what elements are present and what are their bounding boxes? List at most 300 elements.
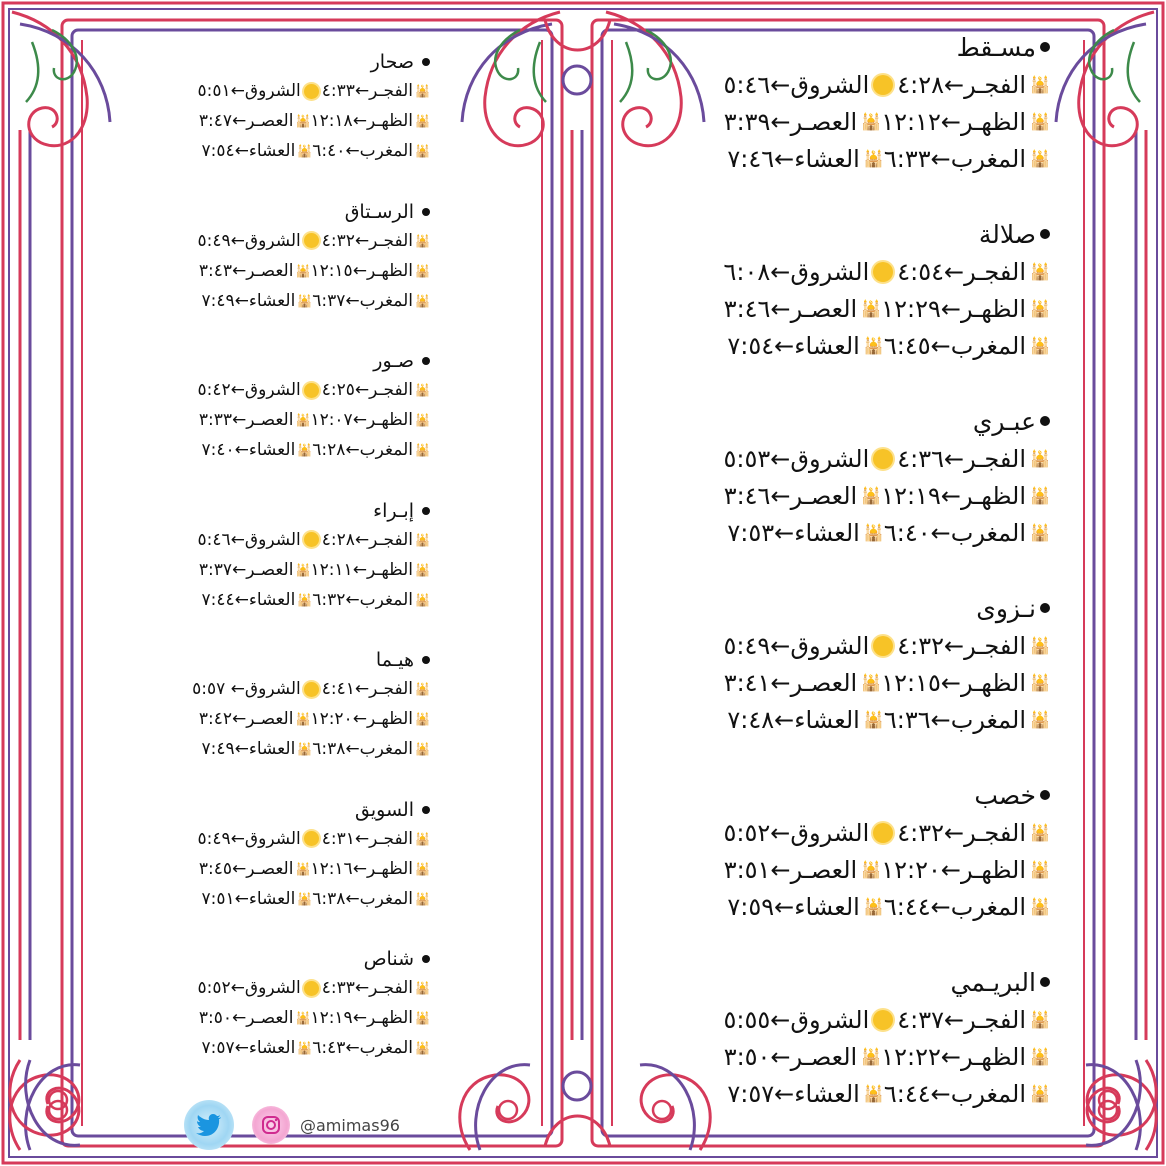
prayer-time: ←٣:٤١ [723,668,791,697]
prayer-name: العشاء [248,1038,296,1058]
prayer-name: الظهـر [960,1042,1026,1071]
city-heading [100,796,430,824]
city-name: إبـراء [373,499,414,522]
bullet-icon [422,656,430,664]
prayer-name: العصـر [246,111,294,131]
social-footer [184,1100,400,1150]
social-handle[interactable]: @amimas96 [300,1115,400,1135]
sun-icon [304,383,319,398]
prayer-time-line [600,103,1050,140]
instagram-icon[interactable] [252,1106,290,1144]
bullet-icon [1040,416,1050,426]
prayer-time: ←٦:٣٧ [312,290,360,311]
prayer-time-line [100,76,430,106]
city-heading [600,28,1050,66]
prayer-time: ←١٢:١٢ [881,107,961,136]
city-block [100,48,430,198]
prayer-time: ←٤:٣٣ [321,81,370,101]
left-column [100,48,430,1095]
prayer-time: ←٦:٣٣ [883,144,951,173]
prayer-time: ←١٢:١٥ [881,668,961,697]
city-heading [600,589,1050,627]
prayer-name: الفجـر [964,257,1026,286]
prayer-name: العصـر [246,260,294,281]
mosque-icon: 🕌 [863,710,884,729]
mosque-icon: 🕌 [297,1041,313,1055]
sun-icon [873,1010,893,1030]
mosque-icon: 🕌 [415,1011,430,1025]
prayer-name: الشروق [790,1005,870,1034]
prayer-time: ←٧:٤٨ [727,705,795,734]
prayer-time: ←٧:٥٣ [727,518,795,547]
prayer-time: ←٥:٥٣ [723,444,791,473]
mosque-icon: 🕌 [415,383,430,397]
prayer-time-line [100,734,430,764]
sun-icon [304,532,319,547]
prayer-time: ←٧:٥٧ [727,1079,795,1108]
prayer-time: ←٤:٣٦ [897,444,965,473]
prayer-name: العشاء [794,518,860,547]
prayer-name: الفجـر [369,380,413,400]
prayer-time: ←١٢:٢٠ [310,709,367,729]
prayer-time: ←٣:٤٧ [198,111,247,131]
prayer-time: ←٦:٤٠ [312,141,360,161]
prayer-name: الظهـر [960,107,1026,136]
mosque-icon: 🕌 [863,149,884,168]
prayer-time: ← ٥:٥٧ [192,679,245,699]
mosque-icon: 🕌 [1030,823,1050,842]
mosque-icon: 🕌 [415,891,430,906]
mosque-icon: 🕌 [1030,523,1050,542]
bullet-icon [1040,977,1050,987]
prayer-time: ←٣:٣٩ [723,107,791,136]
prayer-time: ←٦:٣٨ [312,888,360,909]
prayer-name: الظهـر [366,709,413,729]
prayer-name: الشروق [790,818,870,847]
prayer-time: ←٧:٥١ [201,888,249,909]
mosque-icon: 🕌 [297,293,313,308]
mosque-icon: 🕌 [415,84,430,98]
prayer-name: المغرب [950,518,1026,547]
mosque-icon: 🕌 [1030,112,1050,131]
mosque-icon: 🕌 [863,1084,884,1103]
prayer-name: المغرب [359,290,413,311]
city-name: مسـقط [956,32,1036,62]
mosque-icon: 🕌 [1030,262,1050,281]
mosque-icon: 🕌 [415,831,430,846]
mosque-icon: 🕌 [297,592,313,607]
prayer-time: ←١٢:١٥ [310,260,367,281]
mosque-icon: 🕌 [295,1011,311,1025]
prayer-name: الفجـر [964,1005,1026,1034]
prayer-time: ←٦:٤٣ [312,1038,360,1058]
sun-icon [304,84,319,99]
prayer-time: ←٦:٣٦ [883,705,951,734]
sun-icon [873,75,893,95]
prayer-name: الفجـر [964,70,1026,99]
prayer-name: الظهـر [366,260,413,281]
mosque-icon: 🕌 [415,413,430,427]
mosque-icon: 🕌 [415,532,430,547]
prayer-name: العصـر [790,668,858,697]
prayer-time: ←١٢:١٩ [881,481,961,510]
prayer-time: ←٤:٣٢ [897,631,965,660]
prayer-time-line [600,814,1050,851]
prayer-time: ←٤:٢٨ [897,70,965,99]
prayer-time: ←٥:٤٩ [723,631,791,660]
prayer-name: الظهـر [960,855,1026,884]
mosque-icon: 🕌 [1030,673,1050,692]
prayer-name: الشروق [790,257,870,286]
prayer-time: ←٦:٣٢ [312,589,360,610]
prayer-name: المغرب [950,892,1026,921]
prayer-time-line [600,477,1050,514]
sun-icon [304,682,319,697]
prayer-time: ←٥:٥٥ [723,1005,791,1034]
prayer-name: الظهـر [960,481,1026,510]
prayer-time-line [100,674,430,704]
prayer-time-line [100,525,430,555]
prayer-name: الشروق [244,380,301,400]
prayer-name: الفجـر [369,978,413,998]
prayer-name: العشاء [794,705,860,734]
prayer-time: ←٥:٤٦ [197,529,245,550]
prayer-time: ←٧:٥٤ [727,331,795,360]
prayer-name: الفجـر [369,679,413,699]
bullet-icon [1040,229,1050,239]
mosque-icon: 🕌 [297,891,313,906]
prayer-time: ←٤:٣٢ [897,818,965,847]
prayer-time: ←١٢:٢٠ [881,855,961,884]
mosque-icon: 🕌 [863,523,884,542]
city-heading [100,198,430,226]
prayer-time: ←٣:٥٠ [198,1008,247,1028]
city-block [600,402,1050,589]
city-name: السويق [355,798,414,821]
prayer-time: ←٥:٥٢ [197,978,245,998]
prayer-time: ←٥:٤٩ [197,230,245,251]
city-name: صحار [370,51,414,73]
prayer-time: ←٧:٤٦ [727,144,795,173]
prayer-time: ←٦:٠٨ [723,257,791,286]
prayer-time: ←٤:٣٢ [321,230,370,251]
mosque-icon: 🕌 [1030,1010,1050,1029]
prayer-name: العصـر [790,855,858,884]
mosque-icon: 🕌 [415,742,430,756]
prayer-name: العصـر [246,1008,294,1028]
sun-icon [304,831,319,846]
city-heading [100,497,430,525]
mosque-icon: 🕌 [415,144,430,158]
prayer-time-line [600,514,1050,551]
prayer-name: المغرب [359,739,413,759]
twitter-icon[interactable] [184,1100,234,1150]
prayer-time-line [100,106,430,136]
mosque-icon: 🕌 [415,293,430,308]
sun-icon [304,233,319,248]
bullet-icon [422,806,430,814]
mosque-icon: 🕌 [415,443,430,457]
prayer-time-line [100,854,430,884]
prayer-name: العصـر [246,410,294,430]
prayer-time: ←١٢:١٩ [310,1008,367,1028]
prayer-name: الشروق [244,230,301,251]
city-heading [600,963,1050,1001]
prayer-name: العشاء [248,739,296,759]
prayer-time: ←١٢:١٦ [310,858,367,879]
prayer-time: ←٣:٤٦ [723,294,791,323]
mosque-icon: 🕌 [863,336,884,355]
mosque-icon: 🕌 [297,144,313,158]
city-block [600,215,1050,402]
prayer-time: ←٦:٣٨ [312,739,360,759]
mosque-icon: 🕌 [863,897,884,916]
prayer-time: ←٧:٥٧ [201,1038,249,1058]
prayer-time-line [100,824,430,854]
city-name: نـزوى [976,593,1036,623]
bullet-icon [422,955,430,963]
prayer-name: الشروق [244,81,301,101]
prayer-name: العشاء [794,892,860,921]
prayer-name: المغرب [950,705,1026,734]
prayer-name: الشروق [790,444,870,473]
mosque-icon: 🕌 [415,861,430,876]
mosque-icon: 🕌 [415,682,430,696]
prayer-time-line [100,1003,430,1033]
prayer-time-line [600,664,1050,701]
mosque-icon: 🕌 [1030,75,1050,94]
prayer-time-line [100,136,430,166]
mosque-icon: 🕌 [295,114,311,128]
prayer-time: ←٦:٤٥ [883,331,951,360]
prayer-name: الظهـر [366,410,413,430]
mosque-icon: 🕌 [295,263,311,278]
mosque-icon: 🕌 [415,233,430,248]
city-block [600,776,1050,963]
city-block [100,945,430,1095]
city-name: الرسـتاق [344,200,414,223]
mosque-icon: 🕌 [1030,1047,1050,1066]
prayer-name: العصـر [246,559,294,580]
city-name: خصب [974,780,1036,810]
city-block [100,646,430,796]
prayer-name: الشروق [244,679,301,699]
prayer-time-line [600,1001,1050,1038]
prayer-time-line [600,627,1050,664]
mosque-icon: 🕌 [861,673,882,692]
prayer-name: المغرب [359,1038,413,1058]
prayer-time: ←٣:٤٢ [198,709,247,729]
mosque-icon: 🕌 [1030,636,1050,655]
prayer-time: ←٦:٢٨ [312,440,360,460]
mosque-icon: 🕌 [297,443,313,457]
city-name: صلالة [978,219,1036,249]
prayer-time-line [600,1075,1050,1112]
bullet-icon [422,208,430,216]
city-block [600,28,1050,215]
bullet-icon [1040,790,1050,800]
mosque-icon: 🕌 [415,562,430,577]
prayer-time-line [100,555,430,585]
bullet-icon [422,357,430,365]
prayer-name: الظهـر [366,858,413,879]
prayer-name: الشروق [790,631,870,660]
prayer-time: ←١٢:٢٩ [881,294,961,323]
prayer-name: العصـر [790,294,858,323]
prayer-time: ←٥:٥٢ [723,818,791,847]
prayer-name: الفجـر [369,828,413,849]
prayer-time-line [600,851,1050,888]
prayer-time-line [100,1033,430,1063]
prayer-time: ←٦:٤٤ [883,892,951,921]
prayer-name: العصـر [790,107,858,136]
city-block [100,347,430,497]
mosque-icon: 🕌 [861,860,882,879]
prayer-name: المغرب [359,888,413,909]
prayer-time: ←٤:٣٣ [321,978,370,998]
mosque-icon: 🕌 [295,413,311,427]
prayer-time-line [100,585,430,615]
prayer-time: ←٤:٣٧ [897,1005,965,1034]
prayer-time: ←٤:٥٤ [897,257,965,286]
sun-icon [873,262,893,282]
sun-icon [873,823,893,843]
mosque-icon: 🕌 [1030,486,1050,505]
right-column [600,28,1050,1150]
mosque-icon: 🕌 [1030,897,1050,916]
city-block [600,589,1050,776]
prayer-name: الظهـر [366,559,413,580]
prayer-name: العشاء [248,290,296,311]
prayer-time-line [600,290,1050,327]
prayer-time: ←٣:٤٥ [198,858,247,879]
prayer-time: ←٣:٣٣ [198,410,247,430]
bullet-icon [422,58,430,66]
city-heading [100,646,430,674]
prayer-name: الظهـر [960,294,1026,323]
prayer-time: ←٤:٢٨ [321,529,370,550]
prayer-time-line [100,375,430,405]
mosque-icon: 🕌 [415,981,430,995]
sun-icon [873,449,893,469]
city-name: عبـري [972,406,1036,436]
prayer-time-line [100,226,430,256]
prayer-time: ←١٢:٠٧ [310,410,367,430]
mosque-icon: 🕌 [861,1047,882,1066]
prayer-name: العصـر [790,1042,858,1071]
prayer-time-line [600,701,1050,738]
city-block [100,198,430,348]
prayer-time: ←٥:٥١ [197,81,245,101]
city-heading [100,48,430,76]
mosque-icon: 🕌 [415,712,430,726]
mosque-icon: 🕌 [861,112,882,131]
prayer-time-line [600,440,1050,477]
prayer-name: العصـر [246,858,294,879]
prayer-time: ←٥:٤٩ [197,828,245,849]
bullet-icon [1040,42,1050,52]
prayer-name: الشروق [244,529,301,550]
prayer-time: ←٥:٤٦ [723,70,791,99]
prayer-name: المغرب [359,589,413,610]
prayer-time: ←١٢:٢٢ [881,1042,961,1071]
mosque-icon: 🕌 [1030,1084,1050,1103]
sun-icon [873,636,893,656]
mosque-icon: 🕌 [1030,860,1050,879]
prayer-time: ←٣:٤٣ [198,260,247,281]
mosque-icon: 🕌 [297,742,313,756]
prayer-time-line [600,327,1050,364]
mosque-icon: 🕌 [295,861,311,876]
mosque-icon: 🕌 [861,486,882,505]
prayer-time: ←٤:٢٥ [321,380,370,400]
mosque-icon: 🕌 [415,263,430,278]
mosque-icon: 🕌 [415,1041,430,1055]
prayer-time: ←٧:٥٤ [201,141,249,161]
prayer-name: العشاء [248,888,296,909]
city-heading [600,402,1050,440]
prayer-name: المغرب [950,144,1026,173]
prayer-name: الفجـر [964,818,1026,847]
prayer-name: العشاء [248,141,296,161]
mosque-icon: 🕌 [295,712,311,726]
prayer-name: المغرب [950,331,1026,360]
prayer-name: الشروق [244,978,301,998]
bullet-icon [1040,603,1050,613]
prayer-name: العصـر [246,709,294,729]
prayer-time-line [100,286,430,316]
prayer-name: الفجـر [964,631,1026,660]
city-name: هيـما [375,649,414,671]
city-block [600,963,1050,1150]
prayer-name: العشاء [248,589,296,610]
prayer-time: ←١٢:١٨ [310,111,367,131]
mosque-icon: 🕌 [415,592,430,607]
prayer-time-line [100,435,430,465]
mosque-icon: 🕌 [295,562,311,577]
prayer-time: ←٧:٤٩ [201,739,249,759]
mosque-icon: 🕌 [1030,449,1050,468]
mosque-icon: 🕌 [1030,336,1050,355]
prayer-time-line [100,256,430,286]
prayer-time-line [600,253,1050,290]
prayer-name: الظهـر [366,111,413,131]
prayer-time: ←٣:٤٦ [723,481,791,510]
prayer-time: ←١٢:١١ [310,559,367,580]
prayer-time-line [100,704,430,734]
sun-icon [304,981,319,996]
prayer-name: العشاء [794,1079,860,1108]
city-heading [600,776,1050,814]
prayer-time-line [100,884,430,914]
prayer-time: ←٥:٤٢ [197,380,245,400]
city-name: شناص [363,948,414,970]
city-block [100,497,430,647]
prayer-name: الفجـر [369,529,413,550]
city-heading [600,215,1050,253]
city-heading [100,347,430,375]
prayer-time: ←٧:٥٩ [727,892,795,921]
city-name: البريـمي [950,967,1036,997]
prayer-time: ←٦:٤٠ [883,518,951,547]
prayer-time: ←٣:٣٧ [198,559,247,580]
prayer-name: الفجـر [369,230,413,251]
city-name: صـور [373,350,414,372]
prayer-name: الفجـر [964,444,1026,473]
prayer-name: الشروق [790,70,870,99]
prayer-name: الفجـر [369,81,413,101]
mosque-icon: 🕌 [1030,710,1050,729]
